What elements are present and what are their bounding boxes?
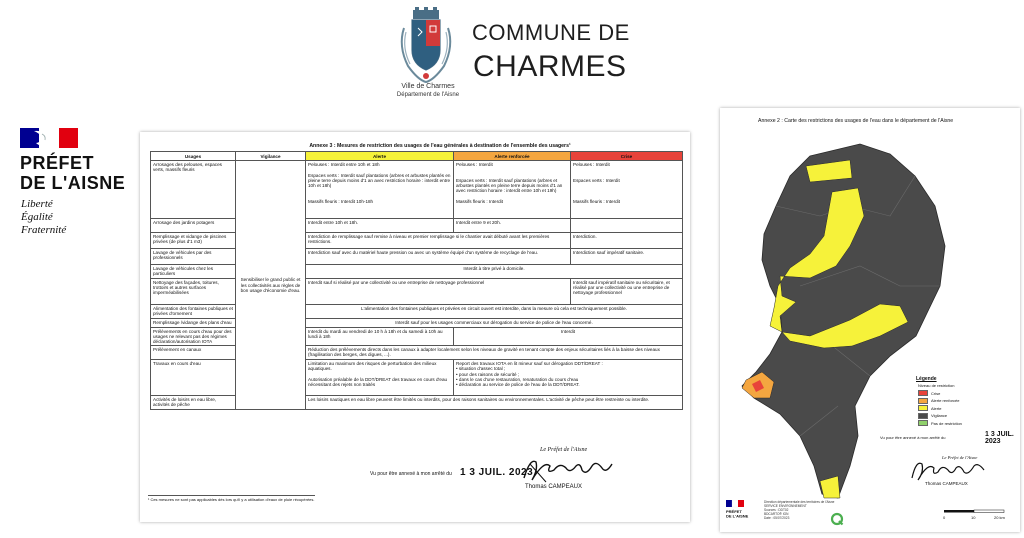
legend-swatch xyxy=(918,390,928,396)
row-usage: Remplissage /vidange des plans d'eau xyxy=(151,318,236,327)
row-renforcee: Pelouses : Interdit Espaces verts : Interdit sauf plantations (arbres et arbustes plantés en pleine terre depuis moins d'1 an avec restriction horaire : interdit entre 10h et 19h) Massifs fleuris : Interdit xyxy=(454,161,571,219)
row-usage: Lavage de véhicules par des professionnels xyxy=(151,249,236,265)
legend-item-alerte xyxy=(918,405,986,411)
table-header-row xyxy=(151,152,683,161)
row-all-levels-merged: Interdit à titre privé à domicile. xyxy=(306,265,683,278)
header-alerte: Alerte xyxy=(306,152,454,161)
charmes-crest-logo xyxy=(396,6,456,84)
table-row xyxy=(151,265,683,278)
prefet-name-line2: DE L'AISNE xyxy=(20,173,126,193)
annex3-title: Annexe 3 : Mesures de restriction des usages de l'eau générales à destination de l'ensemble des usagers¹ xyxy=(309,143,571,149)
aisne-restriction-map xyxy=(740,136,950,506)
row-all-levels-merged: Réduction des prélèvements directs dans les canaux à adapter localement selon les niveaux de gravité en tenant compte des enjeux sécuritaires liés à la baisse des niveaux (fragilisation des berges, des digues, ...). xyxy=(306,346,683,360)
table-row xyxy=(151,360,683,396)
row-crise xyxy=(571,219,683,233)
header-crise: Crise xyxy=(571,152,683,161)
annex3-document xyxy=(140,132,690,522)
row-renforcee-crise-merged: Report des travaux IOTA en lit mineur sauf sur dérogation DDT/DREAT : • situation d'assec total ; • pour des raisons de sécurité ; • dans le cas d'une restauration, renaturation du cours d'eau • déclaration au service de police de l'eau de la DDT/DREAT. xyxy=(454,360,683,396)
restrictions-table xyxy=(150,151,683,410)
marianne-logo xyxy=(20,128,78,148)
header-alerte-renforcee: Alerte renforcée xyxy=(454,152,571,161)
table-row xyxy=(151,249,683,265)
annex2-service-credits: Direction départementale des territoires de l'Aisne SERVICE ENVIRONNEMENT Sources : DDT02 BDCARTO® IGN Date : 05/07/2023 xyxy=(764,500,835,520)
annex2-document xyxy=(720,108,1020,532)
annex2-signer-name: Thomas CAMPEAUX xyxy=(925,481,968,486)
annex3-date-stamp: 1 3 JUIL. 2023 xyxy=(460,467,534,478)
row-usage: Alimentation des fontaines publiques et privées d'ornement xyxy=(151,304,236,318)
row-renforcee-crise-merged: Interdit xyxy=(454,327,683,346)
table-row xyxy=(151,346,683,360)
legend-swatch xyxy=(918,398,928,404)
vigilance-cell: Sensibiliser le grand public et les collectivités aux règles de bon usage d'économie d'eau. xyxy=(236,161,306,410)
legend-label: Crise xyxy=(931,390,941,396)
scale-label-0: 0 xyxy=(943,515,946,520)
row-usage: Arrosage des jardins potagers xyxy=(151,219,236,233)
row-alerte: Pelouses : Interdit entre 10h et 18h Espaces verts : Interdit sauf plantations (arbres et arbustes plantés en pleine terre depuis moins d'1 an avec restriction horaire : interdit entre 10h et 18h) Massifs fleuris : Interdit 10h-18h xyxy=(306,161,454,219)
table-row xyxy=(151,161,683,219)
row-usage: Prélèvement en canaux xyxy=(151,346,236,360)
row-alerte-renforcee-merged: Interdit sauf si réalisé par une collectivité ou une entreprise de nettoyage professionnel xyxy=(306,278,571,304)
svg-text:PRÉFET: PRÉFET xyxy=(726,509,742,514)
crest-caption xyxy=(388,82,468,100)
legend-subtitle: Niveau de restriction xyxy=(918,383,955,388)
row-usage: Travaux en cours d'eau xyxy=(151,360,236,396)
row-alerte: Limitation au maximum des risques de perturbation des milieux aquatiques. Autorisation préalable de la DDT/DREAT des travaux en cours d'eau nécessitant des rejets non traités xyxy=(306,360,454,396)
legend-title: Légende xyxy=(916,376,937,382)
table-row xyxy=(151,233,683,249)
legend-label: Vigilance xyxy=(931,413,948,418)
row-usage: Remplissage et vidange de piscines privées (de plus d'1 m3) xyxy=(151,233,236,249)
legend-label: Alerte renforcée xyxy=(931,398,960,403)
table-row xyxy=(151,219,683,233)
annex3-signature xyxy=(516,452,616,486)
annex3-prefet-label: Le Préfet de l'Aisne xyxy=(540,447,588,453)
table-row xyxy=(151,396,683,410)
scale-label-20km: 20 km xyxy=(994,515,1005,520)
legend-swatch xyxy=(918,420,928,426)
annex2-signature xyxy=(906,456,986,484)
annex2-prefet-label: Le Préfet de l'Aisne xyxy=(942,455,978,460)
legend-swatch xyxy=(918,413,928,419)
row-crise: Interdiction. xyxy=(571,233,683,249)
annex2-title: Annexe 2 : Carte des restrictions des usages de l'eau dans le département de l'Aisne xyxy=(758,118,954,124)
legend-item-pas-de-restriction xyxy=(918,420,986,426)
commune-title-line2: CHARMES xyxy=(473,50,627,83)
row-renforcee: Interdit entre 9 et 20h. xyxy=(454,219,571,233)
svg-text:DE L'AISNE: DE L'AISNE xyxy=(726,513,749,519)
row-crise: Pelouses : Interdit Espaces verts : Interdit Massifs fleuris : Interdit xyxy=(571,161,683,219)
row-crise: Interdit sauf impératif sanitaire ou sécuritaire, et réalisé par une collectivité ou une entreprise de nettoyage professionnel xyxy=(571,278,683,304)
row-all-levels-merged: Interdit sauf pour les usages commerciaux sur dérogation du service de police de l'eau concerné. xyxy=(306,318,683,327)
row-all-levels-merged: L'alimentation des fontaines publiques et privées en circuit ouvert est interdite, dans la mesure où cela est techniquement possible. xyxy=(306,304,683,318)
row-usage: Prélèvements en cours d'eau pour des usages ne relevant pas des régimes déclaration/autorisation IOTA xyxy=(151,327,236,346)
motto-liberte: Liberté xyxy=(21,198,53,210)
legend-item-vigilance xyxy=(918,413,986,419)
header-vigilance: Vigilance xyxy=(236,152,306,161)
row-alerte-renforcee-merged: Interdiction de remplissage sauf remise à niveau et premier remplissage si le chantier avait débuté avant les premières restrictions. xyxy=(306,233,571,249)
prefet-name xyxy=(20,153,125,193)
legend-label: Pas de restriction xyxy=(931,420,962,426)
republic-motto xyxy=(21,198,66,237)
row-alerte: Interdit entre 10h et 18h. xyxy=(306,219,454,233)
table-row xyxy=(151,327,683,346)
row-usage: Activités de loisirs en eau libre, activités de pêche xyxy=(151,396,236,410)
map-legend xyxy=(916,376,986,428)
annex3-footer-text: Vu pour être annexé à mon arrêté du xyxy=(370,471,452,477)
crest-caption-town: Ville de Charmes xyxy=(401,83,455,90)
row-crise: Interdiction sauf impératif sanitaire. xyxy=(571,249,683,265)
row-usage: Nettoyage des façades, toitures, trottoirs et autres surfaces imperméabilisées xyxy=(151,278,236,304)
commune-title-line1: COMMUNE DE xyxy=(472,20,630,45)
annex2-date-stamp: 1 3 JUIL. 2023 xyxy=(985,431,1014,445)
row-alerte-renforcee-merged: Interdiction sauf avec du matériel haute pression ou avec un système équipé d'un système de recyclage de l'eau. xyxy=(306,249,571,265)
prefet-aisne-small-logo xyxy=(726,500,758,530)
legend-swatch xyxy=(918,405,928,411)
row-alerte: Interdit du mardi au vendredi de 10 h à 18h et du samedi à 10h au lundi à 18h xyxy=(306,327,454,346)
prefet-name-line1: PRÉFET xyxy=(20,153,95,173)
annex2-footer-text: Vu pour être annexé à mon arrêté du xyxy=(880,435,946,440)
legend-item-crise xyxy=(918,390,986,396)
table-row xyxy=(151,318,683,327)
q-logo-icon xyxy=(830,512,844,526)
legend-label: Alerte xyxy=(931,405,942,411)
map-scale-bar xyxy=(942,507,1008,523)
annex3-footnote: ¹ Ces mesures ne sont pas applicables dès lors qu'il y a utilisation d'eaux de pluie récupérées. xyxy=(148,497,315,502)
motto-fraternite: Fraternité xyxy=(21,224,67,236)
annex3-signer-name: Thomas CAMPEAUX xyxy=(525,484,583,490)
crest-caption-department: Département de l'Aisne xyxy=(396,92,460,98)
header-usages: Usages xyxy=(151,152,236,161)
motto-egalite: Égalité xyxy=(21,211,53,223)
scale-label-10: 10 xyxy=(971,515,976,520)
table-row xyxy=(151,304,683,318)
row-all-levels-merged: Les loisirs nautiques en eau libre peuvent être limités ou interdits, pour des raisons sanitaires ou environnementales. L'activité de pêche peut être restreinte ou interdite. xyxy=(306,396,683,410)
row-usage: Arrosages des pelouses, espaces verts, massifs fleuris xyxy=(151,161,236,219)
row-usage: Lavage de véhicules chez les particuliers xyxy=(151,265,236,278)
legend-item-alerte-renforcee xyxy=(918,398,986,404)
table-row xyxy=(151,278,683,304)
